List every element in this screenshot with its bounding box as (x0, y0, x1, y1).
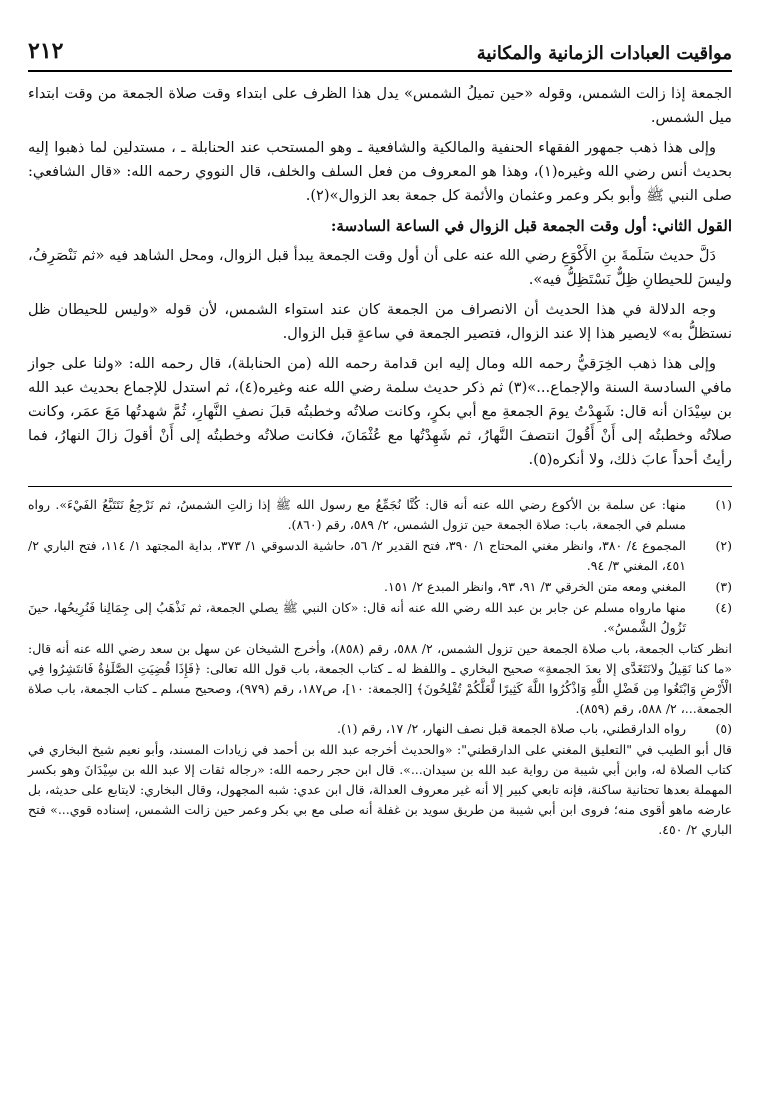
footnote-4-continuation: انظر كتاب الجمعة، باب صلاة الجمعة حين تزول الشمس، ٢/ ٥٨٨، رقم (٨٥٨)، وأخرج الشيخان عن سهل بن سعد رضي الله عنه أنه قال: «ما كنا نَقِيلُ ولانَتَغَدَّى إلا بعدَ الجمعةِ» صحيح البخاري ـ واللفظ له ـ كتاب الجمعة، باب قول الله تعالى: ﴿فَإِذَا قُضِيَتِ الصَّلَوٰةُ فَانتَشِرُوا فِي الْأَرْضِ وَابْتَغُوا مِن فَضْلِ اللَّهِ وَاذْكُرُوا اللَّهَ كَثِيرًا لَّعَلَّكُمْ تُفْلِحُونَ﴾ [الجمعة: ١٠]، ص١٨٧، رقم (٩٧٩)، وصحيح مسلم ـ كتاب الجمعة، باب صلاة الجمعة...، ٢/ ٥٨٨، رقم (٨٥٩). (28, 641, 732, 716)
body-text (28, 82, 732, 472)
footnote-1 (28, 495, 732, 535)
page-number: ٢١٢ (28, 38, 64, 64)
footnote-number: (٥) (715, 721, 732, 736)
footnote-number: (١) (715, 497, 732, 512)
paragraph-1: الجمعة إذا زالت الشمس، وقوله «حين تميلُ الشمس» يدل هذا الظرف على ابتداء وقت صلاة الجمعة من وقت ابتداء ميل الشمس. (28, 85, 732, 126)
footnote-text: منها مارواه مسلم عن جابر بن عبد الله رضي الله عنه أنه قال: «كان النبي ﷺ يصلي الجمعة، ثم نَذْهَبُ إلى جِمَالِنا فَنُرِيحُها، حينَ تَزُولُ الشَّمسُ». (28, 600, 686, 635)
footnote-number: (٣) (715, 579, 732, 594)
paragraph-3: دَلَّ حديث سَلَمةَ بنِ الأَكْوَعِ رضي الله عنه على أن أول وقت الجمعة يبدأ قبل الزوال، ومحل الشاهد فيه «ثم نَنْصَرِفُ، وليسَ للحيطانِ ظِلٌّ نَسْتَظِلُّ فيه». (28, 247, 732, 288)
footnote-5-continuation: قال أبو الطيب في "التعليق المغني على الدارقطني": «والحديث أخرجه عبد الله بن أحمد في زيادات المسند، وأبو نعيم شيخ البخاري في كتاب الصلاة له، وابن أبي شيبة من رواية عبد الله بن سيدان...». قال ابن حجر رحمه الله: «رجاله ثقات إلا عبد الله بن سِيْدَانَ وهو بكسر المهملة بعدها تحتانية ساكنة، فإنه تابعي كبير إلا أنه غير معروف العدالة، قال ابن عدي: شبه المجهول، وقال البخاري: لايتابع على حديثه، بل عارضه ماهو أقوى منه؛ فروى ابن أبي شيبة من طريق سويد بن غفلة أنه صلى مع بي بكر وعمر حين زالت الشمس، إسناده قوي...» فتح الباري ٢/ ٤٥٠. (28, 742, 732, 837)
paragraph-4: وجه الدلالة في هذا الحديث أن الانصراف من الجمعة كان عند استواء الشمس، لأن قوله «وليس للحيطان ظل نستظلُّ به» لايصير هذا إلا عند الزوال، فتصير الجمعة في ساعةٍ قبل الزوال. (28, 301, 732, 342)
footnote-text: المغني ومعه متن الخرقي ٣/ ٩١، ٩٣، وانظر المبدع ٢/ ١٥١. (384, 579, 686, 594)
header-rule (28, 70, 732, 72)
running-title: مواقيت العبادات الزمانية والمكانية (476, 43, 732, 64)
paragraph-2: وإلى هذا ذهب جمهور الفقهاء الحنفية والمالكية والشافعية ـ وهو المستحب عند الحنابلة ـ ، مستدلين لما ذهبوا إليه بحديث أنس رضي الله وغيره(١)، وهذا هو المعروف من فعل السلف والخلف، قال النووي رحمه الله: «قال الشافعي: صلى النبي ﷺ وأبو بكر وعمر وعثمان والأئمة كل جمعة بعد الزوال»(٢). (28, 139, 733, 204)
footnote-text: رواه الدارقطني، باب صلاة الجمعة قبل نصف النهار، ٢/ ١٧، رقم (١). (337, 721, 686, 736)
footnote-text: المجموع ٤/ ٣٨٠، وانظر مغني المحتاج ١/ ٣٩٠، فتح القدير ٢/ ٥٦، حاشية الدسوقي ١/ ٣٧٣، بداية المجتهد ١/ ١١٤، فتح الباري ٢/ ٤٥١، المغني ٣/ ٩٤. (28, 538, 687, 573)
footnote-rule (28, 486, 732, 487)
footnote-2 (28, 536, 732, 576)
footnote-4 (28, 598, 732, 638)
footnote-number: (٢) (715, 538, 732, 553)
footnote-number: (٤) (715, 600, 732, 615)
section-heading: القول الثاني: أول وقت الجمعة قبل الزوال في الساعة السادسة: (330, 217, 732, 235)
footnote-3 (28, 577, 732, 597)
footnote-5 (28, 719, 732, 739)
paragraph-5: وإلى هذا ذهب الخِرَقيُّ رحمه الله ومال إليه ابن قدامة رحمه الله (من الحنابلة)، قال رحمه الله: «ولنا على جواز مافي السادسة السنة والإجماع...»(٣) ثم ذكر حديث سلمة رضي الله عنه وغيره(٤)، ثم استدل للإجماع بحديث عبد الله بن سِيْدَان أنه قال: شَهِدْتُ يومَ الجمعةِ مع أبي بكرٍ، وكانت صلاتُه وخطبتُه قبلَ نصفِ النَّهارِ، ثُمَّ شهدتُها مَعَ عمَر، وكانت صلاتُه وخطبتُه إلى أَنْ أَقُولَ انتصفَ النَّهارُ، ثم شَهِدْتُها مع عُثْمَانَ، فكانت صلاتُه وخطبتُه إلى أَنْ أقولَ زالَ النهارُ، فما رأيتُ أحداً عابَ ذلك، ولا أنكره(٥). (28, 355, 732, 468)
footnotes (28, 495, 732, 840)
page-header (28, 38, 732, 64)
footnote-text: منها: عن سلمة بن الأكوع رضي الله عنه أنه قال: كُنَّا نُجَمِّعُ مع رسول الله ﷺ إذا زالتِ الشمسُ، ثم نَرْجِعُ نَتَتَبَّعُ الفَيْءَ». رواه مسلم في الجمعة، باب: صلاة الجمعة حين تزول الشمس، ٢/ ٥٨٩، رقم (٨٦٠). (28, 497, 686, 532)
